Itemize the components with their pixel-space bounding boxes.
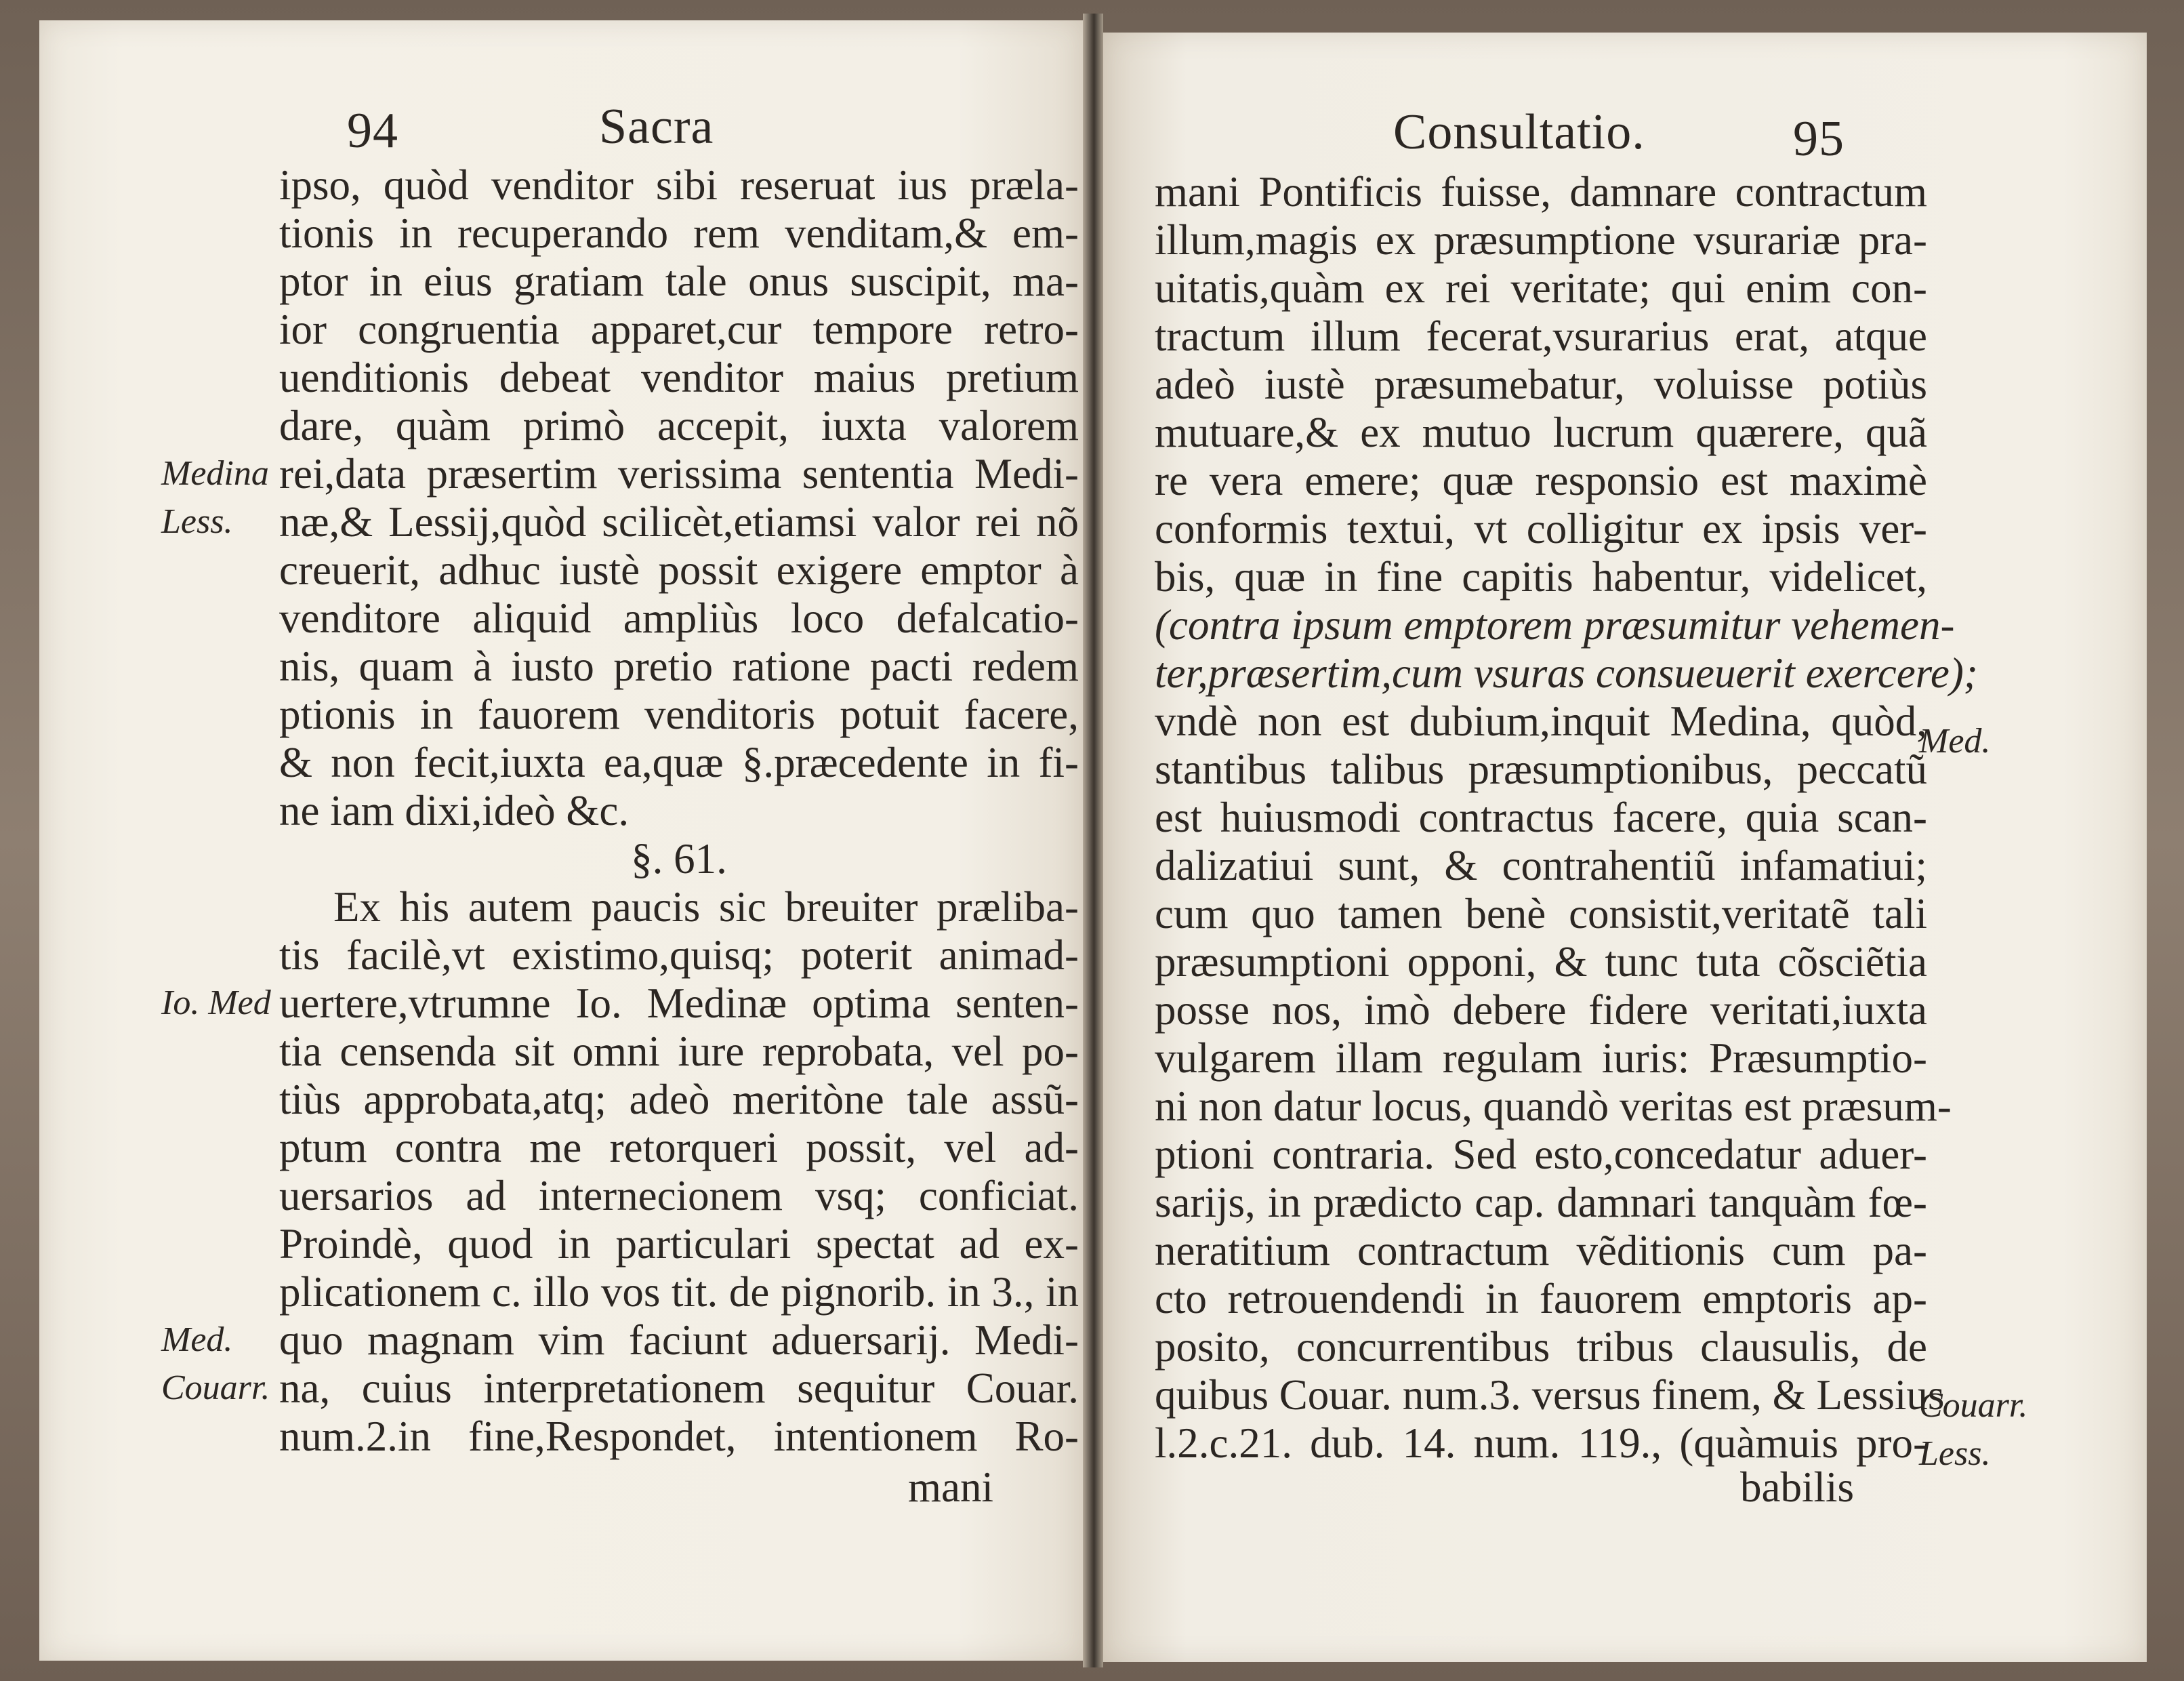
text-line: (contra ipsum emptorem præsumitur vehemen- xyxy=(1155,601,1955,649)
text-line: tionis in recuperando rem venditam,& em- xyxy=(279,209,1079,257)
text-line: vulgarem illam regulam iuris: Præsumptio- xyxy=(1155,1034,1927,1082)
text-line: venditore aliquid ampliùs loco defalcatio- xyxy=(279,594,1079,642)
text-line: bis, quæ in fine capitis habentur, videlicet, xyxy=(1155,553,1927,601)
catchword: mani xyxy=(908,1463,993,1511)
text-line: quibus Couar. num.3. versus finem, & Lessius xyxy=(1155,1371,1945,1419)
text-line: re vera emere; quæ responsio est maximè xyxy=(1155,457,1927,504)
catchword: babilis xyxy=(1740,1463,1854,1511)
text-line: neratitium contractum vẽditionis cum pa- xyxy=(1155,1227,1927,1274)
left-page xyxy=(39,20,1083,1661)
running-head: Sacra xyxy=(599,99,714,155)
running-head: Consultatio. xyxy=(1393,104,1645,160)
margin-note: Medina xyxy=(161,454,269,493)
text-line: ni non datur locus, quandò veritas est præsum- xyxy=(1155,1082,1952,1130)
text-line: ptionis in fauorem venditoris potuit facere, xyxy=(279,691,1079,738)
text-line: præsumptioni opponi, & tunc tuta cõsciẽtia xyxy=(1155,938,1927,986)
text-line: §. 61. xyxy=(631,835,727,883)
book-gutter xyxy=(1083,14,1103,1667)
text-line: uertere,vtrumne Io. Medinæ optima senten- xyxy=(279,979,1079,1027)
text-line: quo magnam vim faciunt aduersarij. Medi- xyxy=(279,1316,1079,1364)
text-line: est huiusmodi contractus facere, quia scan- xyxy=(1155,794,1927,841)
text-line: tiùs approbata,atq; adeò meritòne tale assũ- xyxy=(279,1076,1079,1123)
right-page xyxy=(1103,33,2147,1662)
text-line: ptioni contraria. Sed esto,concedatur aduer- xyxy=(1155,1131,1927,1178)
text-line: uitatis,quàm ex rei veritate; qui enim con- xyxy=(1155,264,1927,312)
text-line: illum,magis ex præsumptione vsurariæ pra- xyxy=(1155,216,1927,264)
text-line: na, cuius interpretationem sequitur Couar. xyxy=(279,1364,1079,1412)
margin-note: Less. xyxy=(1919,1434,1991,1473)
text-line: ipso, quòd venditor sibi reseruat ius præla- xyxy=(279,161,1079,209)
text-line: uersarios ad internecionem vsq; conficiat. xyxy=(279,1172,1079,1219)
text-line: ne iam dixi,ideò &c. xyxy=(279,787,630,834)
text-line: conformis textui, vt colligitur ex ipsis ver- xyxy=(1155,505,1927,552)
text-line: dare, quàm primò accepit, iuxta valorem xyxy=(279,402,1079,449)
text-line: sarijs, in prædicto cap. damnari tanquàm fœ- xyxy=(1155,1179,1927,1226)
text-line: tractum illum fecerat,vsurarius erat, atque xyxy=(1155,312,1927,360)
text-line: Proindè, quod in particulari spectat ad ex- xyxy=(279,1220,1079,1268)
text-line: tis facilè,vt existimo,quisq; poterit animad- xyxy=(279,931,1079,979)
text-line: nis, quam à iusto pretio ratione pacti redem xyxy=(279,643,1079,690)
text-line: cto retrouendendi in fauorem emptoris ap- xyxy=(1155,1275,1927,1322)
page-number: 94 xyxy=(347,103,398,159)
text-line: stantibus talibus præsumptionibus, peccatũ xyxy=(1155,746,1927,793)
margin-note: Couarr. xyxy=(161,1369,270,1407)
text-line: næ,& Lessij,quòd scilicèt,etiamsi valor rei nõ xyxy=(279,498,1079,546)
text-line: l.2.c.21. dub. 14. num. 119., (quàmuis pro- xyxy=(1155,1419,1927,1467)
margin-note: Med. xyxy=(161,1320,233,1359)
text-line: plicationem c. illo vos tit. de pignorib. in 3., in xyxy=(279,1268,1079,1316)
text-line: Ex his autem paucis sic breuiter prælibа- xyxy=(333,883,1079,931)
text-line: ter,præsertim,cum vsuras consueuerit exercere); xyxy=(1155,649,1978,697)
margin-note: Couarr. xyxy=(1919,1386,2028,1425)
text-line: uenditionis debeat venditor maius pretium xyxy=(279,354,1079,401)
text-line: vndè non est dubium,inquit Medina, quòd, xyxy=(1155,697,1927,745)
text-line: mani Pontificis fuisse, damnare contractum xyxy=(1155,168,1927,216)
text-line: num.2.in fine,Respondet, intentionem Ro- xyxy=(279,1413,1079,1460)
text-line: cum quo tamen benè consistit,veritatẽ tali xyxy=(1155,890,1927,937)
margin-note: Med. xyxy=(1919,722,1991,761)
text-line: & non fecit,iuxta ea,quæ §.præcedente in fi- xyxy=(279,739,1079,786)
text-line: posse nos, imò debere fidere veritati,iuxta xyxy=(1155,986,1927,1034)
text-line: posito, concurrentibus tribus clausulis, de xyxy=(1155,1323,1927,1371)
text-line: ptor in eius gratiam tale onus suscipit, ma- xyxy=(279,258,1079,305)
page-number: 95 xyxy=(1793,111,1845,167)
text-line: ptum contra me retorqueri possit, vel ad- xyxy=(279,1124,1079,1171)
text-line: dalizatiui sunt, & contrahentiũ infamatiui; xyxy=(1155,842,1927,889)
text-line: rei,data præsertim verissima sententia Medi- xyxy=(279,450,1079,498)
margin-note: Io. Med xyxy=(161,984,271,1022)
left-text-block xyxy=(279,161,1079,1461)
text-line: mutuare,& ex mutuo lucrum quærere, quã xyxy=(1155,409,1927,456)
text-line: tia censenda sit omni iure reprobata, vel po- xyxy=(279,1028,1079,1075)
margin-note: Less. xyxy=(161,502,233,541)
text-line: adeò iustè præsumebatur, voluisse potiùs xyxy=(1155,361,1927,408)
text-line: ior congruentia apparet,cur tempore retro- xyxy=(279,306,1079,353)
text-line: creuerit, adhuc iustè possit exigere emptor à xyxy=(279,546,1079,594)
